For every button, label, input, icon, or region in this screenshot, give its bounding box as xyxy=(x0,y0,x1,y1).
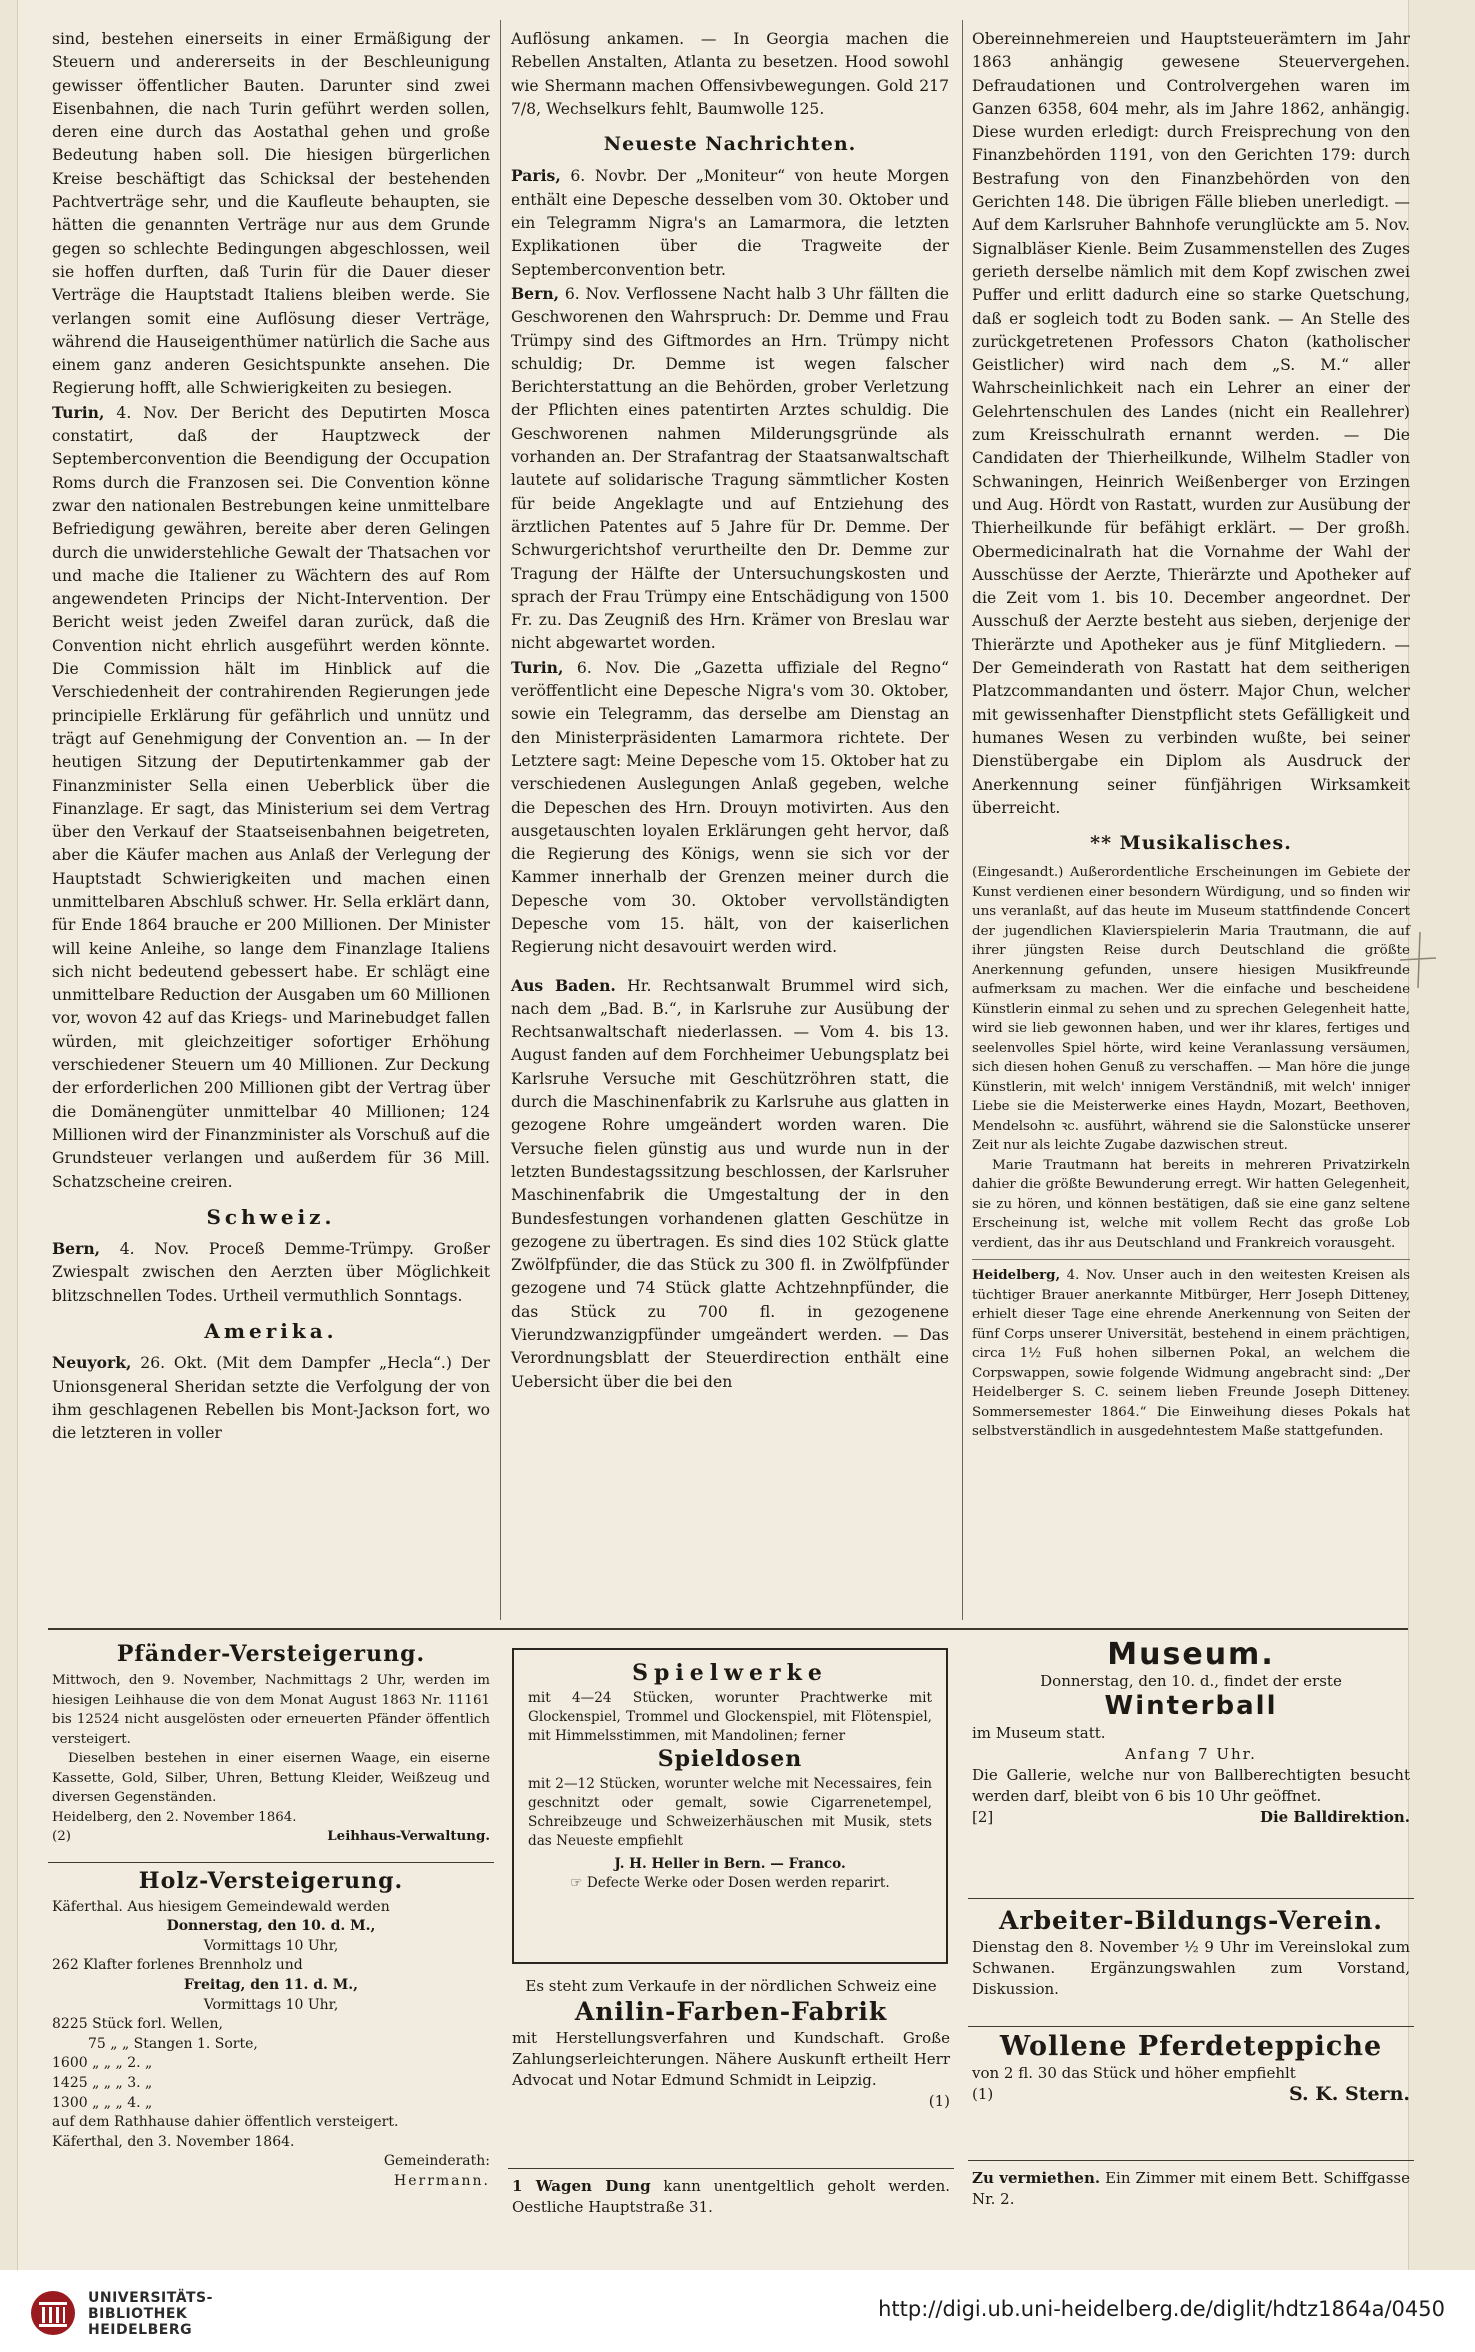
article-body: 26. Okt. (Mit dem Dampfer „Hecla“.) Der Unionsgeneral Sheridan setzte die Verfolgung der von ihm geschlagenen Rebellen bis Mont-Jackson fort, wo die letzteren in voller xyxy=(52,1354,490,1443)
ad-title: Arbeiter-Bildungs-Verein. xyxy=(999,1906,1383,1935)
ad-line: Käferthal, den 3. November 1864. xyxy=(52,2133,295,2150)
library-name-line: UNIVERSITÄTS- xyxy=(88,2290,213,2306)
article-text xyxy=(972,1266,1410,1442)
ad-number: (1) xyxy=(928,2092,950,2110)
ad-place-date: Heidelberg, den 2. November 1864. xyxy=(52,1809,297,1825)
ad-spielwerke xyxy=(512,1648,948,1964)
ad-text: Es steht zum Verkaufe in der nördlichen Schweiz eine xyxy=(525,1977,937,1995)
ad-text: Die Gallerie, welche nur von Ballberechtigten besucht werden darf, bleibt von 6 bis 10 Uhr geöffnet. xyxy=(972,1766,1410,1805)
ad-signature-row xyxy=(972,1807,1410,1828)
source-url-link[interactable]: http://digi.ub.uni-heidelberg.de/diglit/hdtz1864a/0450 xyxy=(878,2297,1445,2321)
ad-museum xyxy=(972,1637,1410,1828)
ad-divider xyxy=(968,2160,1414,2161)
ad-signature: S. K. Stern. xyxy=(1288,2083,1410,2105)
column-2 xyxy=(511,28,949,1394)
article-body: Hr. Rechtsanwalt Brummel wird sich, nach dem „Bad. B.“, in Karlsruhe zur Ausübung der Rechtsanwaltschaft niederlassen. — Vom 4. bis 13. August fanden auf dem Forchheimer Uebungsplatz bei Karlsruhe Versuche mit Geschützröhren statt, die durch die Maschinenfabrik zu Karlsruhe aus glatten in gezogene Rohre umgeändert worden waren. Die Versuche fielen günstig aus und wurde nun in der letzten Bundestagssitzung beschlossen, der Karlsruher Maschinenfabrik die Umgestaltung der in den Bundesfestungen vorhandenen glatten Geschütze in gezogene zu übertragen. Es sind dies 102 Stück glatte Zwölfpfünder, die das Stück zu 300 fl. in Zwölfpfünder gezogene und 74 Stück glatte Achtzehnpfünder, die das Stück zu 700 fl. in gezogenene Vierundzwanzigpfünder umgeändert werden. — Das Verordnungsblatt der Steuerdirection enthält eine Uebersicht über die bei den xyxy=(511,976,949,1391)
ad-text: Dieselben bestehen in einer eisernen Waage, ein eiserne Kassette, Gold, Silber, Uhren, Bettung Kleider, Weißzeug und diversen Gegenständen. xyxy=(52,1751,490,1805)
ad-text: Anfang 7 Uhr. xyxy=(1125,1745,1257,1763)
ad-title: Holz-Versteigerung. xyxy=(138,1868,404,1894)
ad-arbeiter xyxy=(972,1906,1410,2000)
ad-bold: Zu vermiethen. xyxy=(972,2169,1101,2187)
ad-line xyxy=(52,1976,490,1996)
article-text: Obereinnehmereien und Hauptsteuerämtern im Jahr 1863 anhängig gewesene Steuervergehen. Defraudationen und Controlvergehen waren im Ganzen 6358, 604 mehr, als im Jahre 1862, anhängig. Diese wurden erledigt: durch Freisprechung von den Finanzbehörden 1191, von den Gerichten 179: durch Bestrafung von den Finanzbehörden von den Gerichten 148. Die übrigen Fälle blieben unerledigt. — Auf dem Karlsruher Bahnhofe verunglückte am 5. Nov. Signalbläser Kienle. Beim Zusammenstellen des Zuges gerieth derselbe nämlich mit dem Kopf zwischen zwei Puffer und erlitt dadurch eine so starke Quetschung, daß er sogleich todt zu Boden sank. — An Stelle des zurückgetretenen Professors Chaton (katholischer Geistlicher) wird nach dem „S. M.“ aller Wahrscheinlichkeit nach ein Lehrer an einer der Gelehrtenschulen des Landes (nicht ein Reallehrer) zum Kreisschulrath ernannt werden. — Die Candidaten der Thierheilkunde, Wilhelm Stadler von Schwaningen, Heinrich Weißenberger von Erzingen und Aug. Hördt von Rastatt, wurden zur Ausübung der Thierheilkunde für befähigt erklärt. — Der großh. Obermedicinalrath hat die Vornahme der Wahl der Ausschüsse der Aerzte, Thierärzte und Apotheker auf die Zeit vom 1. bis 10. December angeordnet. Der Ausschuß der Aerzte besteht aus sieben, derjenige der Thierärzte und Apotheker aus je fünf Mitgliedern. — Der Gemeinderath von Rastatt hat dem seitherigen Platzcommandanten und österr. Major Chun, welcher mit gewissenhafter Dienstpflicht stets Gefälligkeit und humanes Wesen zu verbinden wußte, bei seiner Dienstübergabe ein Diplom als Ausdruck der Anerkennung seiner fünfjährigen Wirksamkeit überreicht. xyxy=(972,30,1410,817)
dateline: Paris, xyxy=(511,166,561,186)
ad-line: Käferthal. Aus hiesigem Gemeindewald werden xyxy=(52,1898,390,1915)
column-rule xyxy=(500,20,501,1620)
section-heading-amerika: Amerika. xyxy=(204,1319,338,1344)
ad-vermiethen xyxy=(972,2168,1410,2210)
ad-text-body: kann unentgeltlich geholt werden. Oestliche Hauptstraße 31. xyxy=(512,2177,950,2216)
dateline: Heidelberg, xyxy=(972,1267,1061,1284)
article-text xyxy=(52,1351,490,1445)
library-name-line: HEIDELBERG xyxy=(88,2322,193,2338)
column-1 xyxy=(52,28,490,1446)
ad-holz xyxy=(52,1868,490,2192)
dateline: Turin, xyxy=(52,402,105,422)
pointing-hand-icon: ☞ xyxy=(570,1875,587,1891)
ad-signature: Die Balldirektion. xyxy=(1259,1808,1410,1826)
article-body: 6. Nov. Verflossene Nacht halb 3 Uhr fällten die Geschworenen den Wahrspruch: Dr. Demme und Frau Trümpy sind des Giftmordes an Hrn. Trümpy nicht schuldig; Dr. Demme ist wegen falscher Berichterstattung an die Behörden, grober Verletzung der Pflichten eines patentirten Arztes schuldig. Die Geschworenen nahmen Milderungsgründe als vorhanden an. Der Strafantrag der Staatsanwaltschaft lautete auf solidarische Tragung sämmtlicher Kosten für beide Angeklagte und auf Entziehung des ärztlichen Patentes auf 5 Jahre für Dr. Demme. Der Schwurgerichtshof verurtheilte den Dr. Demme zur Tragung der Hälfte der Untersuchungskosten und sprach der Frau Trümpy eine Entschädigung von 1500 Fr. zu. Das Zeugniß des Hrn. Krämer von Breslau war nicht abgewartet worden. xyxy=(511,284,949,653)
newspaper-page xyxy=(18,0,1408,2270)
article-body: 6. Nov. Die „Gazetta uffiziale del Regno“ veröffentlicht eine Depesche Nigra's vom 30. Oktober, sowie ein Telegramm, das derselbe am Dienstag an den Ministerpräsidenten Lamarmora richtete. Der Letztere sagt: Meine Depesche vom 15. Oktober hat zu verschiedenen Auslegungen Anlaß gegeben, welche die Depeschen des Hrn. Drouyn motivirten. Aus den ausgetauschten loyalen Erklärungen geht hervor, daß die Regierung des Königs, wenn sie sich vor der Kammer innerhalb der Grenzen meiner durch die Depesche vom 30. Oktober vervollständigten Depesche vom 15. hält, von der kaiserlichen Regierung nicht desavouirt werden wird. xyxy=(511,658,949,957)
ad-number: (2) xyxy=(52,1829,71,1844)
divider xyxy=(972,1259,1410,1260)
ad-line xyxy=(52,1917,490,1937)
column-3 xyxy=(972,28,1410,1442)
article-text xyxy=(511,974,949,1394)
ad-date: Freitag, den 11. d. M., xyxy=(183,1976,359,1993)
ad-divider xyxy=(48,1862,494,1863)
ad-signature-row xyxy=(972,2084,1410,2105)
article-text: Marie Trautmann hat bereits in mehreren Privatzirkeln dahier die größte Bewunderung erregt. Wir hatten Gelegenheit, sie zu hören, und können bestätigen, daß sie eine ganz seltene Erscheinung ist, welche mit vollem Recht das große Lob verdient, das ihr aus Deutschland und Frankreich vorausgeht. xyxy=(972,1157,1410,1251)
ad-text: Dienstag den 8. November ½ 9 Uhr im Vereinslokal zum Schwanen. Ergänzungswahlen zum Vorstand, Diskussion. xyxy=(972,1938,1410,1998)
section-heading-schweiz: Schweiz. xyxy=(206,1204,336,1229)
article-text xyxy=(511,656,949,960)
ad-text: von 2 fl. 30 das Stück und höher empfiehlt xyxy=(972,2064,1296,2082)
ad-signature: Leihhaus-Verwaltung. xyxy=(327,1828,490,1844)
article-body: 4. Nov. Der Bericht des Deputirten Mosca constatirt, daß der Hauptzweck der Septemberconvention die Beendigung der Occupation Roms durch die Franzosen sei. Die Convention könne zwar den nationalen Bestrebungen keine unmittelbare Befriedigung gewähren, bereite aber deren Gelingen durch die unwiderstehliche Gewalt der Thatsachen vor und mache die Italiener zu Wächtern des auf Rom angewendeten Princips der Nicht-Intervention. Der Bericht weist jeden Zweifel daran zurück, daß die Convention nicht ehrlich ausgeführt werden könnte. Die Commission hält im Hinblick auf die Verschiedenheit der contrahirenden Regierungen jede principielle Erklärung für gefährlich und unnütz und trägt auf Genehmigung der Convention an. — In der heutigen Sitzung der Deputirtenkammer gab der Finanzminister Sella einen Ueberblick über die Finanzlage. Er sagt, das Ministerium sei dem Vertrag über den Verkauf der Staatseisenbahnen beigetreten, aber die Käufer machen aus Anlaß der Verlegung der Hauptstadt Schwierigkeiten und machen einen unmittelbaren Abschluß schwer. Hr. Sella erklärt dann, für Ende 1864 brauche er 200 Millionen. Der Minister will keine Anleihe, so lange dem Finanzlage Italiens sich nicht bedeutend gebessert habe. Er schlägt eine unmittelbare Reduction der Ausgaben um 60 Millionen vor, wovon 42 auf das Kriegs- und Marinebudget fallen würden, mit gleichzeitiger sofortiger Erhöhung verschiedener Steuern um 40 Millionen. Zur Deckung der erforderlichen 200 Millionen gibt der Vertrag über die Domänengüter unmittelbar 40 Millionen; 124 Millionen wird der Finanzminister als Vorschuß auf die Grundsteuer verlangen und außerdem für 36 Mill. Schatzscheine creiren. xyxy=(52,403,490,1191)
ad-text: Donnerstag, den 10. d., findet der erste xyxy=(1040,1672,1342,1690)
section-heading-musik: ** Musikalisches. xyxy=(1090,832,1292,855)
ad-text: mit 2—12 Stücken, worunter welche mit Necessaires, fein geschnitzt oder gemalt, sowie Cigarrenetempel, Schreibzeuge und Schweizerhäuschen mit Musik, stets das Neueste empfiehlt xyxy=(528,1776,932,1849)
column-rule xyxy=(962,20,963,1620)
ad-divider xyxy=(508,2168,954,2169)
dateline: Aus Baden. xyxy=(511,975,616,995)
article-text: sind, bestehen einerseits in einer Ermäßigung der Steuern und andererseits in der Beschleunigung gewisser öffentlicher Bauten. Darunter sind zwei Eisenbahnen, die nach Turin geführt werden sollen, deren eine durch das Aostathal gehen und große Bedeutung haben soll. Die hiesigen bürgerlichen Kreise beschäftigt das Schicksal der bestehenden Pachtverträge sehr, und die Kaufleute behaupten, sie hätten die genannten Verträge nur aus dem Grunde gegen so schlechte Bedingungen abgeschlossen, weil sie hoffen durften, daß Turin für die Dauer dieser Verträge die Hauptstadt Italiens bleiben werde. Sie verlangen somit eine Auflösung dieser Verträge, während die Hauseigenthümer natürlich die Sache aus einem ganz anderen Gesichtspunkte ansehen. Die Regierung hofft, alle Schwierigkeiten zu besiegen. xyxy=(52,30,490,398)
ad-title: Wollene Pferdeteppiche xyxy=(999,2031,1383,2062)
ad-title: Spieldosen xyxy=(657,1746,803,1772)
ad-number: (1) xyxy=(972,2085,994,2103)
article-body: 6. Novbr. Der „Moniteur“ von heute Morgen enthält eine Depesche desselben vom 30. Oktober und ein Telegramm Nigra's an Lamarmora, die letzten Explikationen über die Tragweite der Septemberconvention betr. xyxy=(511,167,949,279)
library-name-line: BIBLIOTHEK xyxy=(88,2306,188,2322)
ad-title: Pfänder-Versteigerung. xyxy=(116,1641,426,1667)
article-body: 4. Nov. Unser auch in den weitesten Kreisen als tüchtiger Brauer anerkannte Mitbürger, Herr Joseph Ditteney, erhielt dieser Tage eine ehrende Anerkennung von Seiten der fünf Corps unserer Universität, bestehend in einem prächtigen, circa 1½ Fuß hohen silbernen Pokal, an welchem die Corpswappen, sowie folgende Widmung angebracht sind: „Der Heidelberger S. C. seinem lieben Freunde Joseph Ditteney. Sommersemester 1864.“ Die Einweihung dieses Pokals hat selbstverständlich in ausgedehntestem Maße stattgefunden. xyxy=(972,1268,1410,1440)
article-text: (Eingesandt.) Außerordentliche Erscheinungen im Gebiete der Kunst verdienen einer besondern Würdigung, und so finden wir uns veranlaßt, auf das heute im Museum stattfindende Concert der jugendlichen Klavierspielerin Maria Trautmann, die auf ihrer jüngsten Reise durch Deutschland die größte Anerkennung gefunden, unsere hiesigen Musikfreunde aufmerksam zu machen. Wer die einfache und bescheidene Künstlerin einmal zu sehen und zu sprechen Gelegenheit hatte, wird sie lieb gewonnen haben, und wer ihr klares, fertiges und seelenvolles Spiel hörte, wird keine Veranlassung versäumen, sich diesen hohen Genuß zu verschaffen. — Man höre die junge Künstlerin, mit welch' innigem Verständniß, mit welch' inniger Liebe sie die Meisterwerke eines Haydn, Mozart, Beethoven, Mendelsohn ꝛc. ausführt, während sie die Salonstücke unserer Zeit nur als leichte Zugabe dazwischen streut. xyxy=(972,865,1410,1154)
ad-line: 1425 „ „ „ 3. „ xyxy=(52,2074,153,2091)
ad-line: 8225 Stück forl. Wellen, xyxy=(52,2016,224,2033)
margin-pencil-mark xyxy=(1398,930,1438,990)
ad-anilin xyxy=(512,1976,950,2112)
library-name xyxy=(88,2290,213,2338)
section-heading-neueste: Neueste Nachrichten. xyxy=(603,133,857,156)
ad-dung xyxy=(512,2176,950,2218)
ad-bold: 1 Wagen Dung xyxy=(512,2177,651,2195)
ad-text: mit 4—24 Stücken, worunter Prachtwerke mit Glockenspiel, Trommel und Glockenspiel, mit Flötenspiel, mit Himmelsstimmen, mit Mandolinen; ferner xyxy=(528,1690,932,1744)
ad-title: Anilin-Farben-Fabrik xyxy=(574,1997,888,2026)
ad-text: Mittwoch, den 9. November, Nachmittags 2 Uhr, werden im hiesigen Leihhause die von dem Monat August 1863 Nr. 11161 bis 12524 nicht ausgelösten oder erneuerten Pfänder öffentlich versteigert. xyxy=(52,1673,490,1747)
ad-title: Spielwerke xyxy=(632,1660,828,1686)
ad-title: Winterball xyxy=(1104,1691,1278,1721)
footer-bar xyxy=(0,2270,1475,2352)
ad-text: im Museum statt. xyxy=(972,1724,1106,1742)
dateline: Turin, xyxy=(511,657,564,677)
ad-wollene xyxy=(972,2032,1410,2105)
ad-divider xyxy=(968,1898,1414,1899)
dateline: Neuyork, xyxy=(52,1353,132,1373)
ad-line: 262 Klafter forlenes Brennholz und xyxy=(52,1957,303,1974)
article-text: Auflösung ankamen. — In Georgia machen die Rebellen Anstalten, Atlanta zu besetzen. Hood sowohl wie Shermann machen Offensivbewegungen. Gold 217 7/8, Wechselkurs fehlt, Baumwolle 125. xyxy=(511,30,949,118)
article-body: 4. Nov. Proceß Demme-Trümpy. Großer Zwiespalt zwischen den Aerzten über Möglichkeit blitzschnellen Todes. Urtheil vermuthlich Sonntags. xyxy=(52,1240,490,1305)
article-text xyxy=(511,164,949,281)
ad-text-body: Ein Zimmer mit einem Bett. Schiffgasse Nr. 2. xyxy=(972,2169,1410,2208)
article-text xyxy=(52,401,490,1194)
ad-line: 1300 „ „ „ 4. „ xyxy=(52,2094,153,2111)
article-text xyxy=(511,282,949,656)
ad-date: Donnerstag, den 10. d. M., xyxy=(166,1918,376,1935)
ad-signature-row xyxy=(52,1827,490,1847)
university-library-logo-icon xyxy=(30,2290,76,2336)
ad-text: mit Herstellungsverfahren und Kundschaft. Große Zahlungserleichterungen. Nähere Auskunft ertheilt Herr Advocat und Notar Edmund Schmidt in Leipzig. xyxy=(512,2029,950,2089)
article-text xyxy=(52,1237,490,1308)
ad-title: Museum. xyxy=(1107,1637,1275,1672)
ad-signature: Herrmann. xyxy=(394,2172,490,2189)
advertisement-divider xyxy=(48,1628,1408,1630)
ad-line: auf dem Rathhause dahier öffentlich versteigert. xyxy=(52,2114,399,2131)
ad-pfaender xyxy=(52,1640,490,1847)
ad-line: 75 „ „ Stangen 1. Sorte, xyxy=(88,2035,258,2052)
ad-line: Gemeinderath: xyxy=(383,2153,490,2170)
ad-note-text: Defecte Werke oder Dosen werden reparirt. xyxy=(586,1875,890,1891)
ad-note xyxy=(528,1874,932,1893)
ad-line: 1600 „ „ „ 2. „ xyxy=(52,2055,153,2072)
ad-text xyxy=(972,2168,1410,2210)
ad-divider xyxy=(968,2026,1414,2027)
ad-line: Vormittags 10 Uhr, xyxy=(203,1996,339,2013)
dateline: Bern, xyxy=(511,283,560,303)
dateline: Bern, xyxy=(52,1239,101,1259)
ad-number: [2] xyxy=(972,1808,994,1826)
ad-text xyxy=(512,2176,950,2218)
ad-line: Vormittags 10 Uhr, xyxy=(203,1937,339,1954)
ad-firm: J. H. Heller in Bern. — Franco. xyxy=(614,1856,846,1872)
